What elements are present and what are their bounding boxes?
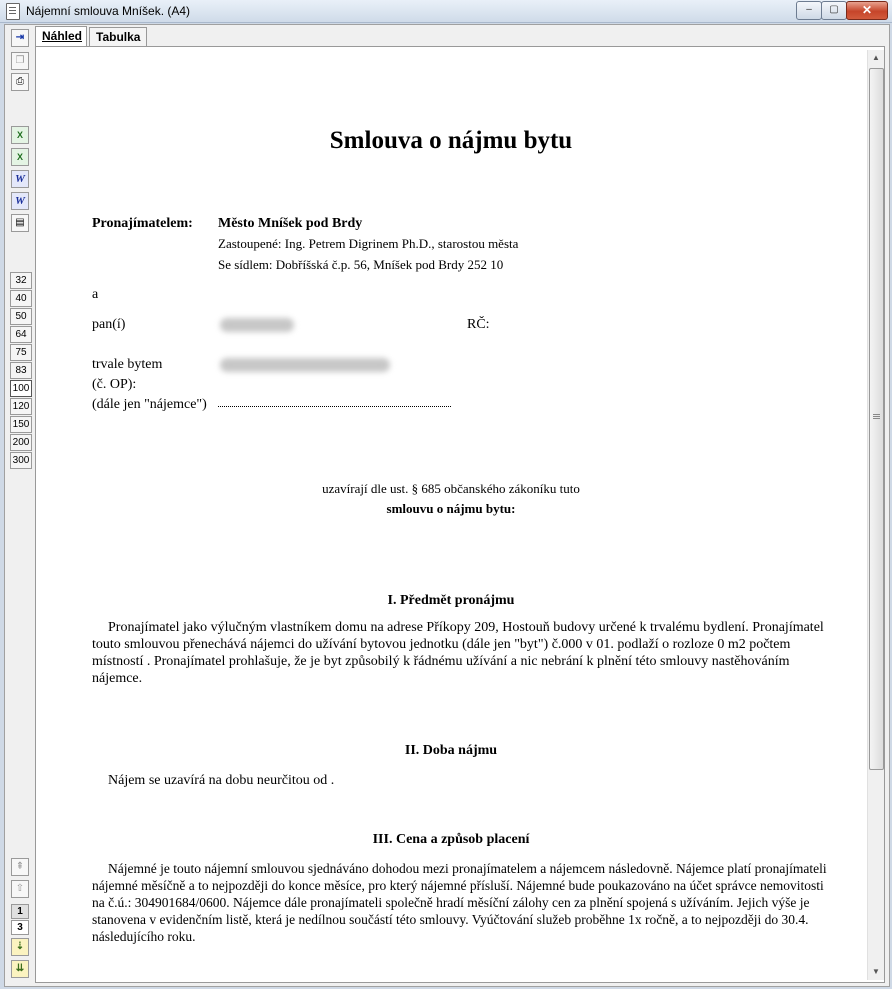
document-title: Smlouva o nájmu bytu: [329, 127, 573, 154]
zoom-50-button[interactable]: 50: [10, 308, 32, 325]
left-toolbar: [5, 25, 35, 986]
section-1-heading: I. Předmět pronájmu: [387, 593, 515, 608]
redacted-tenant-address: [220, 358, 390, 372]
tenant-label: pan(í): [92, 317, 126, 332]
exit-door-icon[interactable]: ⇥: [11, 29, 29, 47]
document-app-icon: [6, 3, 20, 20]
export-file-icon[interactable]: ▤: [11, 214, 29, 232]
current-page-number: 1: [11, 904, 29, 919]
intro-heading: smlouvu o nájmu bytu:: [386, 501, 516, 516]
landlord-label: Pronajímatelem:: [92, 216, 193, 231]
landlord-representative: Zastoupené: Ing. Petrem Digrinem Ph.D., starostou města: [218, 236, 519, 251]
excel-export-icon[interactable]: X: [11, 126, 29, 144]
next-page-icon[interactable]: ⇣: [11, 938, 29, 956]
scroll-up-arrow-icon[interactable]: ▲: [872, 53, 880, 62]
window-title: Nájemní smlouva Mníšek. (A4): [26, 4, 191, 18]
zoom-64-button[interactable]: 64: [10, 326, 32, 343]
word-export-icon[interactable]: W: [11, 170, 29, 188]
intro-line: uzavírají dle ust. § 685 občanského zákoníku tuto: [322, 481, 580, 496]
section-2-heading: II. Doba nájmu: [404, 743, 498, 758]
landlord-address: Se sídlem: Dobříšská č.p. 56, Mníšek pod Brdy 252 10: [218, 257, 504, 272]
preview-viewport: [35, 46, 885, 983]
zoom-100-button[interactable]: 100: [10, 380, 32, 397]
total-pages-number: 3: [11, 920, 29, 935]
word-export-all-icon[interactable]: W: [11, 192, 29, 210]
op-dotted-line: [218, 406, 451, 407]
last-page-icon[interactable]: ⇊: [11, 960, 29, 978]
zoom-83-button[interactable]: 83: [10, 362, 32, 379]
zoom-32-button[interactable]: 32: [10, 272, 32, 289]
copy-page-icon[interactable]: ❐: [11, 52, 29, 70]
landlord-name: Město Mníšek pod Brdy: [218, 216, 363, 231]
zoom-120-button[interactable]: 120: [10, 398, 32, 415]
zoom-300-button[interactable]: 300: [10, 452, 32, 469]
zoom-75-button[interactable]: 75: [10, 344, 32, 361]
vertical-scrollbar[interactable]: [867, 50, 884, 980]
zoom-200-button[interactable]: 200: [10, 434, 32, 451]
client-area: [4, 24, 890, 987]
redacted-tenant-name: [220, 318, 294, 332]
section-2-text: Nájem se uzavírá na dobu neurčitou od .: [108, 773, 335, 788]
maximize-button[interactable]: ▢: [821, 1, 847, 20]
scroll-down-arrow-icon[interactable]: ▼: [872, 967, 880, 976]
and-text: a: [92, 287, 99, 302]
excel-export-all-icon[interactable]: X: [11, 148, 29, 166]
tab-nahled[interactable]: Náhled: [35, 26, 87, 47]
previous-page-icon[interactable]: ⇞: [11, 858, 29, 876]
minimize-button[interactable]: –: [796, 1, 822, 20]
rc-label: RČ:: [467, 317, 490, 332]
first-page-icon[interactable]: ⇧: [11, 880, 29, 898]
zoom-150-button[interactable]: 150: [10, 416, 32, 433]
section-1-text: Pronajímatel jako výlučným vlastníkem domu na adrese Příkopy 209, Hostouň budovy určené k trvalému bydlení. Pronajímatel touto smlouvou přenechává nájemci do užívání bytovou jednotku (dále jen "byt") č.000 v 01. podlaží o rozloze 0 m2 počtem místností . Pronajímatel prohlašuje, že je byt způsobilý k řádnému užívání a nic nebrání k plnění této smlouvy nastěhováním nájemce.: [92, 620, 824, 686]
tenant-alias: (dále jen "nájemce"): [92, 397, 207, 412]
printer-icon[interactable]: ⎙: [11, 73, 29, 91]
section-3-heading: III. Cena a způsob placení: [372, 832, 530, 847]
title-bar: [0, 0, 892, 23]
section-3-text: Nájemné je touto nájemní smlouvou sjednáváno dohodou mezi pronajímatelem a nájemcem následovně. Nájemce platí pronajímateli nájemné měsíčně a to nejpozději do konce měsíce, pro který nájemné přísluší. Nájemné bude poukazováno na účet správce nemovitosti na č.ú.: 304901684/0600. Nájemce dále pronajímateli společně hradí měsíční zálohy cen za plnění spojená s užíváním. Jejich výše je stanovena v evidenčním listě, která je nedílnou součástí této smlouvy. Vyúčtování služeb proběhne 1x ročně, a to nejpozději do 30.4. následujícího roku.: [92, 861, 827, 944]
document-page: [36, 47, 866, 982]
tab-tabulka[interactable]: Tabulka: [89, 27, 147, 46]
zoom-40-button[interactable]: 40: [10, 290, 32, 307]
close-button[interactable]: ✕: [846, 1, 888, 20]
tenant-address-label: trvale bytem: [92, 357, 163, 372]
scrollbar-thumb[interactable]: [869, 68, 884, 770]
op-label: (č. OP):: [92, 377, 137, 392]
